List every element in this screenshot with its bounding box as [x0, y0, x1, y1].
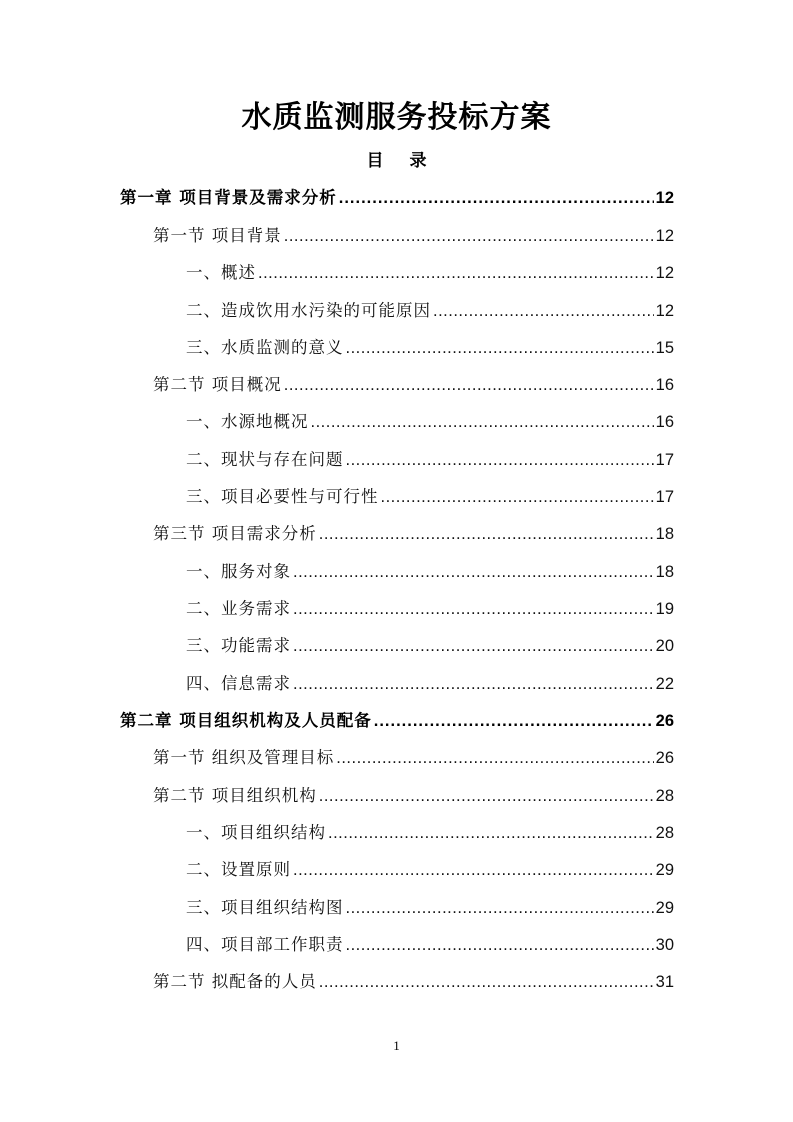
toc-entry-label: 四、信息需求 [186, 674, 291, 693]
toc-entry-label: 第二章 项目组织机构及人员配备 [120, 711, 372, 730]
toc-entry-subsection[interactable] [186, 336, 674, 360]
toc-entry-page: 22 [655, 675, 674, 693]
toc-entry-subsection[interactable] [186, 896, 674, 920]
toc-entry-chapter[interactable] [120, 709, 674, 733]
dot-leader [346, 448, 654, 472]
toc-entry-label: 四、项目部工作职责 [186, 935, 344, 954]
dot-leader [346, 896, 654, 920]
toc-entry-page: 15 [655, 339, 674, 357]
toc-entry-label: 第二节 项目概况 [153, 375, 282, 394]
toc-entry-subsection[interactable] [186, 261, 674, 285]
toc-entry-label: 第三节 项目需求分析 [153, 524, 317, 543]
toc-entry-page: 16 [655, 413, 674, 431]
dot-leader [293, 560, 654, 584]
toc-entry-page: 26 [655, 749, 674, 767]
toc-entry-label: 二、业务需求 [186, 599, 291, 618]
dot-leader [319, 784, 654, 808]
dot-leader [346, 933, 654, 957]
dot-leader [328, 821, 654, 845]
toc-entry-label: 第一章 项目背景及需求分析 [120, 188, 337, 207]
toc-entry-label: 三、项目组织结构图 [186, 898, 344, 917]
dot-leader [293, 858, 654, 882]
toc-entry-page: 12 [655, 227, 674, 245]
toc-entry-page: 18 [655, 563, 674, 581]
toc-entry-page: 16 [655, 376, 674, 394]
toc-entry-page: 20 [655, 637, 674, 655]
dot-leader [258, 261, 654, 285]
document-title: 水质监测服务投标方案 [241, 100, 552, 135]
toc-entry-subsection[interactable] [186, 634, 674, 658]
toc-entry-label: 三、功能需求 [186, 636, 291, 655]
toc-entry-subsection[interactable] [186, 448, 674, 472]
toc-entry-section[interactable] [153, 746, 674, 770]
dot-leader [374, 709, 654, 733]
dot-leader [339, 186, 654, 210]
toc-entry-subsection[interactable] [186, 672, 674, 696]
toc-entry-section[interactable] [153, 522, 674, 546]
toc-entry-page: 12 [655, 189, 674, 207]
dot-leader [381, 485, 654, 509]
toc-entry-label: 一、服务对象 [186, 562, 291, 581]
toc-heading: 目 录 [366, 151, 437, 171]
toc-entry-label: 第二节 项目组织机构 [153, 786, 317, 805]
dot-leader [293, 672, 654, 696]
toc-entry-page: 18 [655, 525, 674, 543]
toc-entry-subsection[interactable] [186, 410, 674, 434]
toc-entry-label: 第一节 项目背景 [153, 226, 282, 245]
toc-entry-section[interactable] [153, 224, 674, 248]
toc-entry-page: 12 [655, 264, 674, 282]
toc-entry-label: 一、概述 [186, 263, 256, 282]
toc-entry-label: 三、水质监测的意义 [186, 338, 344, 357]
toc-entry-page: 30 [655, 936, 674, 954]
toc-entry-label: 二、造成饮用水污染的可能原因 [186, 301, 431, 320]
dot-leader [319, 970, 654, 994]
toc-entry-label: 一、水源地概况 [186, 412, 309, 431]
toc-entry-label: 三、项目必要性与可行性 [186, 487, 379, 506]
dot-leader [293, 597, 654, 621]
dot-leader [319, 522, 654, 546]
toc-entry-section[interactable] [153, 970, 674, 994]
toc-entry-page: 17 [655, 451, 674, 469]
toc-entry-label: 二、设置原则 [186, 860, 291, 879]
dot-leader [433, 299, 654, 323]
toc-entry-page: 17 [655, 488, 674, 506]
toc-entry-page: 19 [655, 600, 674, 618]
page-number: 1 [393, 1038, 400, 1053]
toc-entry-label: 第二节 拟配备的人员 [153, 972, 317, 991]
toc-entry-section[interactable] [153, 784, 674, 808]
dot-leader [346, 336, 654, 360]
toc-entry-page: 29 [655, 899, 674, 917]
dot-leader [293, 634, 654, 658]
toc-entry-subsection[interactable] [186, 597, 674, 621]
toc-entry-page: 12 [655, 302, 674, 320]
toc-entry-chapter[interactable] [120, 186, 674, 210]
toc-entry-label: 一、项目组织结构 [186, 823, 326, 842]
toc-entry-page: 28 [655, 824, 674, 842]
dot-leader [311, 410, 654, 434]
dot-leader [336, 746, 653, 770]
toc-entry-subsection[interactable] [186, 485, 674, 509]
toc-entry-page: 29 [655, 861, 674, 879]
toc-entry-page: 28 [655, 787, 674, 805]
toc-entry-subsection[interactable] [186, 933, 674, 957]
toc-entry-section[interactable] [153, 373, 674, 397]
toc-entry-subsection[interactable] [186, 858, 674, 882]
toc-entry-label: 第一节 组织及管理目标 [153, 748, 335, 767]
toc-entry-label: 二、现状与存在问题 [186, 450, 344, 469]
toc-entry-subsection[interactable] [186, 560, 674, 584]
toc-entry-subsection[interactable] [186, 821, 674, 845]
toc-entry-page: 26 [655, 712, 674, 730]
toc-entry-subsection[interactable] [186, 299, 674, 323]
dot-leader [284, 373, 654, 397]
toc-entry-page: 31 [655, 973, 674, 991]
dot-leader [284, 224, 654, 248]
